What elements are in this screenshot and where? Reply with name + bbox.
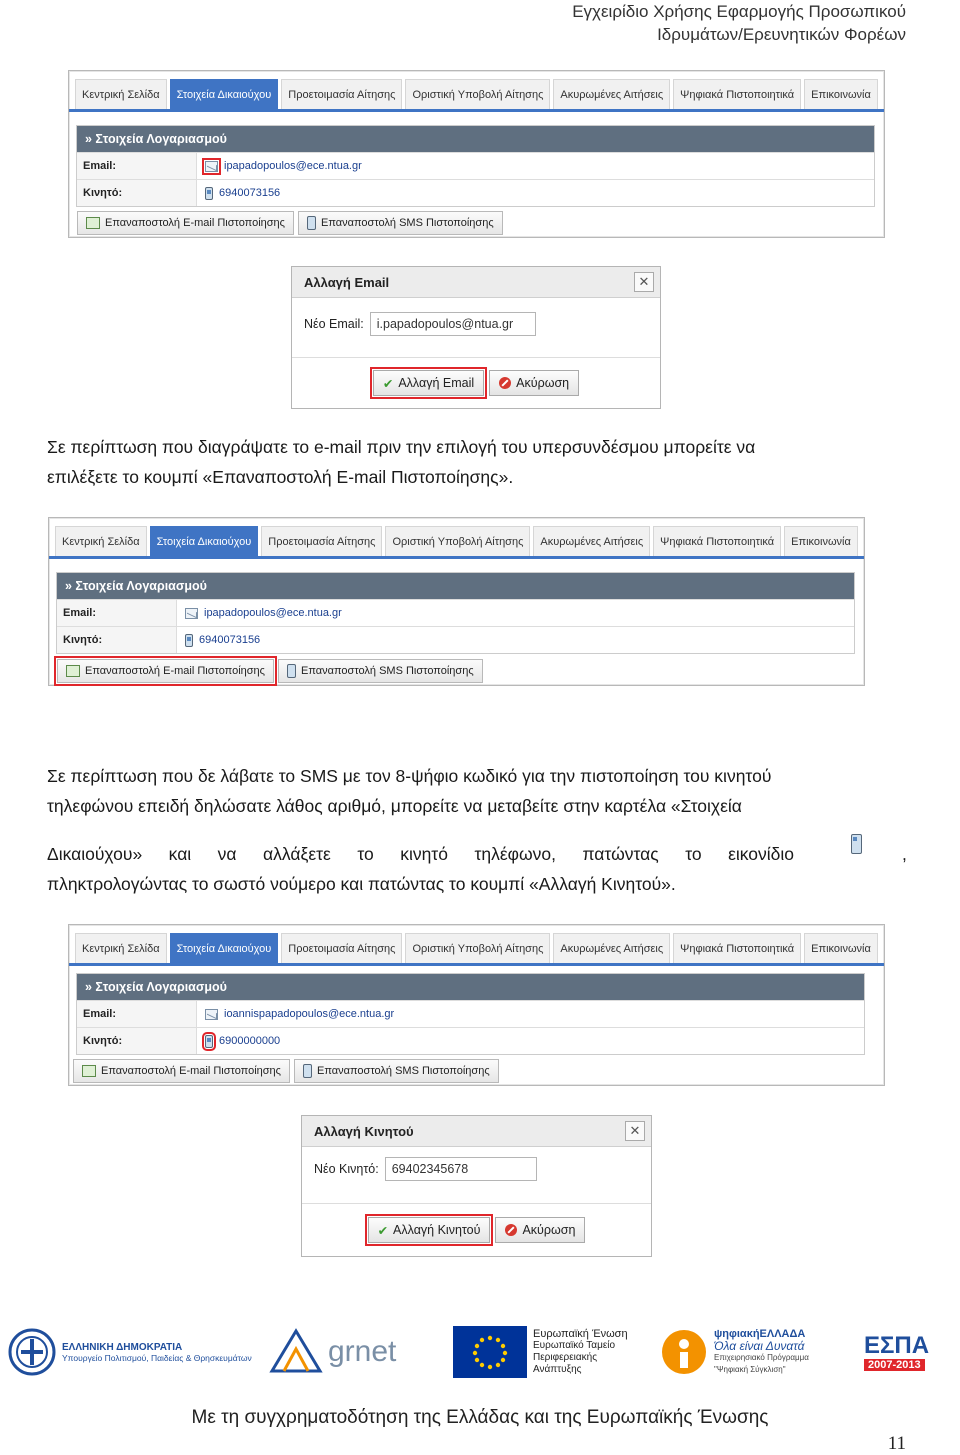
- tab-contact[interactable]: Επικοινωνία: [804, 933, 878, 963]
- dialog-title: Αλλαγή Κινητού ✕: [302, 1116, 651, 1147]
- edit-mobile-icon[interactable]: [205, 187, 213, 200]
- button-row: [57, 659, 483, 683]
- tab-certificates[interactable]: Ψηφιακά Πιστοποιητικά: [673, 79, 801, 109]
- tab-submit[interactable]: Οριστική Υποβολή Αίτησης: [405, 79, 550, 109]
- email-label: Email:: [57, 600, 177, 626]
- digital-greece-emblem-icon: [660, 1324, 708, 1380]
- tab-bar: [69, 71, 884, 112]
- tab-cancelled[interactable]: Ακυρωμένες Αιτήσεις: [553, 933, 670, 963]
- header-line2: Ιδρυμάτων/Ερευνητικών Φορέων: [657, 25, 906, 44]
- espa-logo: ΕΣΠΑ 2007-2013: [864, 1332, 930, 1371]
- button-row: [77, 211, 503, 235]
- grnet-logo: grnet: [268, 1320, 448, 1384]
- dialog-body: [292, 302, 660, 346]
- tab-beneficiary[interactable]: Στοιχεία Δικαιούχου: [170, 933, 279, 963]
- resend-sms-button[interactable]: Επαναποστολή SMS Πιστοποίησης: [278, 659, 483, 683]
- change-email-button[interactable]: ✔ Αλλαγή Email: [373, 370, 484, 396]
- change-email-dialog: [291, 266, 661, 409]
- envelope-icon: [66, 665, 80, 677]
- check-icon: ✔: [377, 1223, 389, 1238]
- close-icon[interactable]: ✕: [634, 272, 654, 292]
- para2-line1: Σε περίπτωση που δε λάβατε το SMS με τον 8-ψήφιο κωδικό για την πιστοποίηση του κινητού: [47, 766, 772, 786]
- funding-caption: Με τη συγχρηματοδότηση της Ελλάδας και της Ευρωπαϊκής Ένωσης: [191, 1407, 769, 1428]
- dialog-footer: [302, 1203, 651, 1256]
- account-heading: » Στοιχεία Λογαριασμού: [57, 573, 854, 599]
- document-header: [572, 0, 906, 46]
- eu-erdf-logo: Ευρωπαϊκή Ένωση Ευρωπαϊκό Ταμείο Περιφερειακής Ανάπτυξης: [453, 1320, 653, 1384]
- email-label: Email:: [77, 1001, 197, 1027]
- mobile-label: Κινητό:: [77, 180, 197, 206]
- envelope-icon: [82, 1065, 96, 1077]
- greek-republic-logo: ΕΛΛΗΝΙΚΗ ΔΗΜΟΚΡΑΤΙΑ Υπουργείο Πολιτισμού, Παιδείας & Θρησκευμάτων: [8, 1320, 258, 1384]
- edit-email-icon[interactable]: [185, 608, 198, 619]
- account-panel: [76, 973, 865, 1055]
- mobile-row: [77, 1027, 864, 1054]
- mobile-value: 6940073156: [219, 187, 281, 199]
- tab-certificates[interactable]: Ψηφιακά Πιστοποιητικά: [673, 933, 801, 963]
- para2-line3: Δικαιούχου» και να αλλάξετε το κινητό τηλέφωνο, πατώντας το εικονίδιο ,: [47, 839, 907, 869]
- new-mobile-label: Νέο Κινητό:: [314, 1162, 379, 1176]
- tab-bar: [69, 925, 884, 966]
- check-icon: ✔: [382, 376, 394, 391]
- tab-home[interactable]: Κεντρική Σελίδα: [55, 526, 147, 556]
- mobile-value: 6900000000: [219, 1035, 281, 1047]
- new-mobile-input[interactable]: 69402345678: [385, 1157, 537, 1181]
- edit-mobile-icon[interactable]: [205, 1035, 213, 1048]
- para1-line1: Σε περίπτωση που διαγράψατε το e-mail πριν την επιλογή του υπερσυνδέσμου μπορείτε να: [47, 437, 756, 457]
- tab-contact[interactable]: Επικοινωνία: [784, 526, 858, 556]
- tab-home[interactable]: Κεντρική Σελίδα: [75, 79, 167, 109]
- phone-icon: [307, 216, 316, 230]
- email-value: ioannispapadopoulos@ece.ntua.gr: [224, 1008, 395, 1020]
- envelope-icon: [86, 217, 100, 229]
- button-row: [73, 1059, 499, 1083]
- tab-prepare[interactable]: Προετοιμασία Αίτησης: [261, 526, 382, 556]
- resend-sms-button[interactable]: Επαναποστολή SMS Πιστοποίησης: [294, 1059, 499, 1083]
- tab-submit[interactable]: Οριστική Υποβολή Αίτησης: [385, 526, 530, 556]
- cancel-icon: [499, 377, 511, 389]
- email-row: [57, 599, 854, 626]
- para2-line2: τηλεφώνου επειδή δηλώσατε λάθος αριθμό, μπορείτε να μεταβείτε στην καρτέλα «Στοιχεία: [47, 796, 742, 816]
- coat-of-arms-icon: [8, 1327, 56, 1377]
- email-value: ipapadopoulos@ece.ntua.gr: [224, 160, 362, 172]
- tab-beneficiary[interactable]: Στοιχεία Δικαιούχου: [150, 526, 259, 556]
- tab-prepare[interactable]: Προετοιμασία Αίτησης: [281, 933, 402, 963]
- phone-icon: [303, 1064, 312, 1078]
- resend-sms-button[interactable]: Επαναποστολή SMS Πιστοποίησης: [298, 211, 503, 235]
- tab-certificates[interactable]: Ψηφιακά Πιστοποιητικά: [653, 526, 781, 556]
- account-heading: » Στοιχεία Λογαριασμού: [77, 974, 864, 1000]
- screenshot-account-2: [48, 517, 865, 686]
- edit-email-icon[interactable]: [205, 161, 218, 172]
- screenshot-account-1: [68, 70, 885, 238]
- edit-mobile-icon[interactable]: [185, 634, 193, 647]
- cancel-button[interactable]: Ακύρωση: [489, 370, 579, 396]
- tab-cancelled[interactable]: Ακυρωμένες Αιτήσεις: [553, 79, 670, 109]
- new-email-input[interactable]: i.papadopoulos@ntua.gr: [370, 312, 536, 336]
- mobile-value: 6940073156: [199, 634, 261, 646]
- tab-prepare[interactable]: Προετοιμασία Αίτησης: [281, 79, 402, 109]
- screenshot-account-3: [68, 924, 885, 1086]
- grnet-emblem-icon: [268, 1327, 324, 1377]
- tab-contact[interactable]: Επικοινωνία: [804, 79, 878, 109]
- paragraph-resend-email: [47, 432, 907, 492]
- new-email-label: Νέο Email:: [304, 317, 364, 331]
- sponsor-logos: [0, 1320, 960, 1390]
- email-label: Email:: [77, 153, 197, 179]
- dialog-footer: [292, 357, 660, 408]
- mobile-phone-icon: [851, 834, 862, 854]
- resend-email-button[interactable]: Επαναποστολή E-mail Πιστοποίησης: [57, 659, 274, 683]
- phone-icon: [287, 664, 296, 678]
- para2-line4: πληκτρολογώντας το σωστό νούμερο και πατώντας το κουμπί «Αλλαγή Κινητού».: [47, 874, 676, 894]
- mobile-label: Κινητό:: [77, 1028, 197, 1054]
- email-row: [77, 1000, 864, 1027]
- tab-bar: [49, 518, 864, 559]
- para1-line2: επιλέξετε το κουμπί «Επαναποστολή E-mail Πιστοποίησης».: [47, 467, 514, 487]
- mobile-row: [77, 179, 874, 206]
- digital-greece-logo: ψηφιακήΕΛΛΑΔΑ Όλα είναι Δυνατά Επιχειρησιακό Πρόγραμμα "Ψηφιακή Σύγκλιση": [660, 1320, 860, 1384]
- dialog-title: Αλλαγή Email ✕: [292, 267, 660, 298]
- edit-email-icon[interactable]: [205, 1009, 218, 1020]
- account-panel: [56, 572, 855, 654]
- mobile-row: [57, 626, 854, 653]
- eu-flag-icon: [453, 1326, 527, 1378]
- paragraph-change-mobile: [47, 761, 907, 899]
- cancel-button[interactable]: Ακύρωση: [495, 1217, 585, 1243]
- mobile-label: Κινητό:: [57, 627, 177, 653]
- header-line1: Εγχειρίδιο Χρήσης Εφαρμογής Προσωπικού: [572, 2, 906, 21]
- dialog-body: [302, 1147, 651, 1191]
- resend-email-button[interactable]: Επαναποστολή E-mail Πιστοποίησης: [77, 211, 294, 235]
- change-mobile-button[interactable]: ✔ Αλλαγή Κινητού: [368, 1217, 491, 1243]
- change-mobile-dialog: [301, 1115, 652, 1257]
- close-icon[interactable]: ✕: [625, 1121, 645, 1141]
- email-row: [77, 152, 874, 179]
- tab-cancelled[interactable]: Ακυρωμένες Αιτήσεις: [533, 526, 650, 556]
- account-heading: » Στοιχεία Λογαριασμού: [77, 126, 874, 152]
- page-number: 11: [887, 1433, 906, 1454]
- email-value: ipapadopoulos@ece.ntua.gr: [204, 607, 342, 619]
- tab-submit[interactable]: Οριστική Υποβολή Αίτησης: [405, 933, 550, 963]
- resend-email-button[interactable]: Επαναποστολή E-mail Πιστοποίησης: [73, 1059, 290, 1083]
- cancel-icon: [505, 1224, 517, 1236]
- tab-home[interactable]: Κεντρική Σελίδα: [75, 933, 167, 963]
- tab-beneficiary[interactable]: Στοιχεία Δικαιούχου: [170, 79, 279, 109]
- account-panel: [76, 125, 875, 207]
